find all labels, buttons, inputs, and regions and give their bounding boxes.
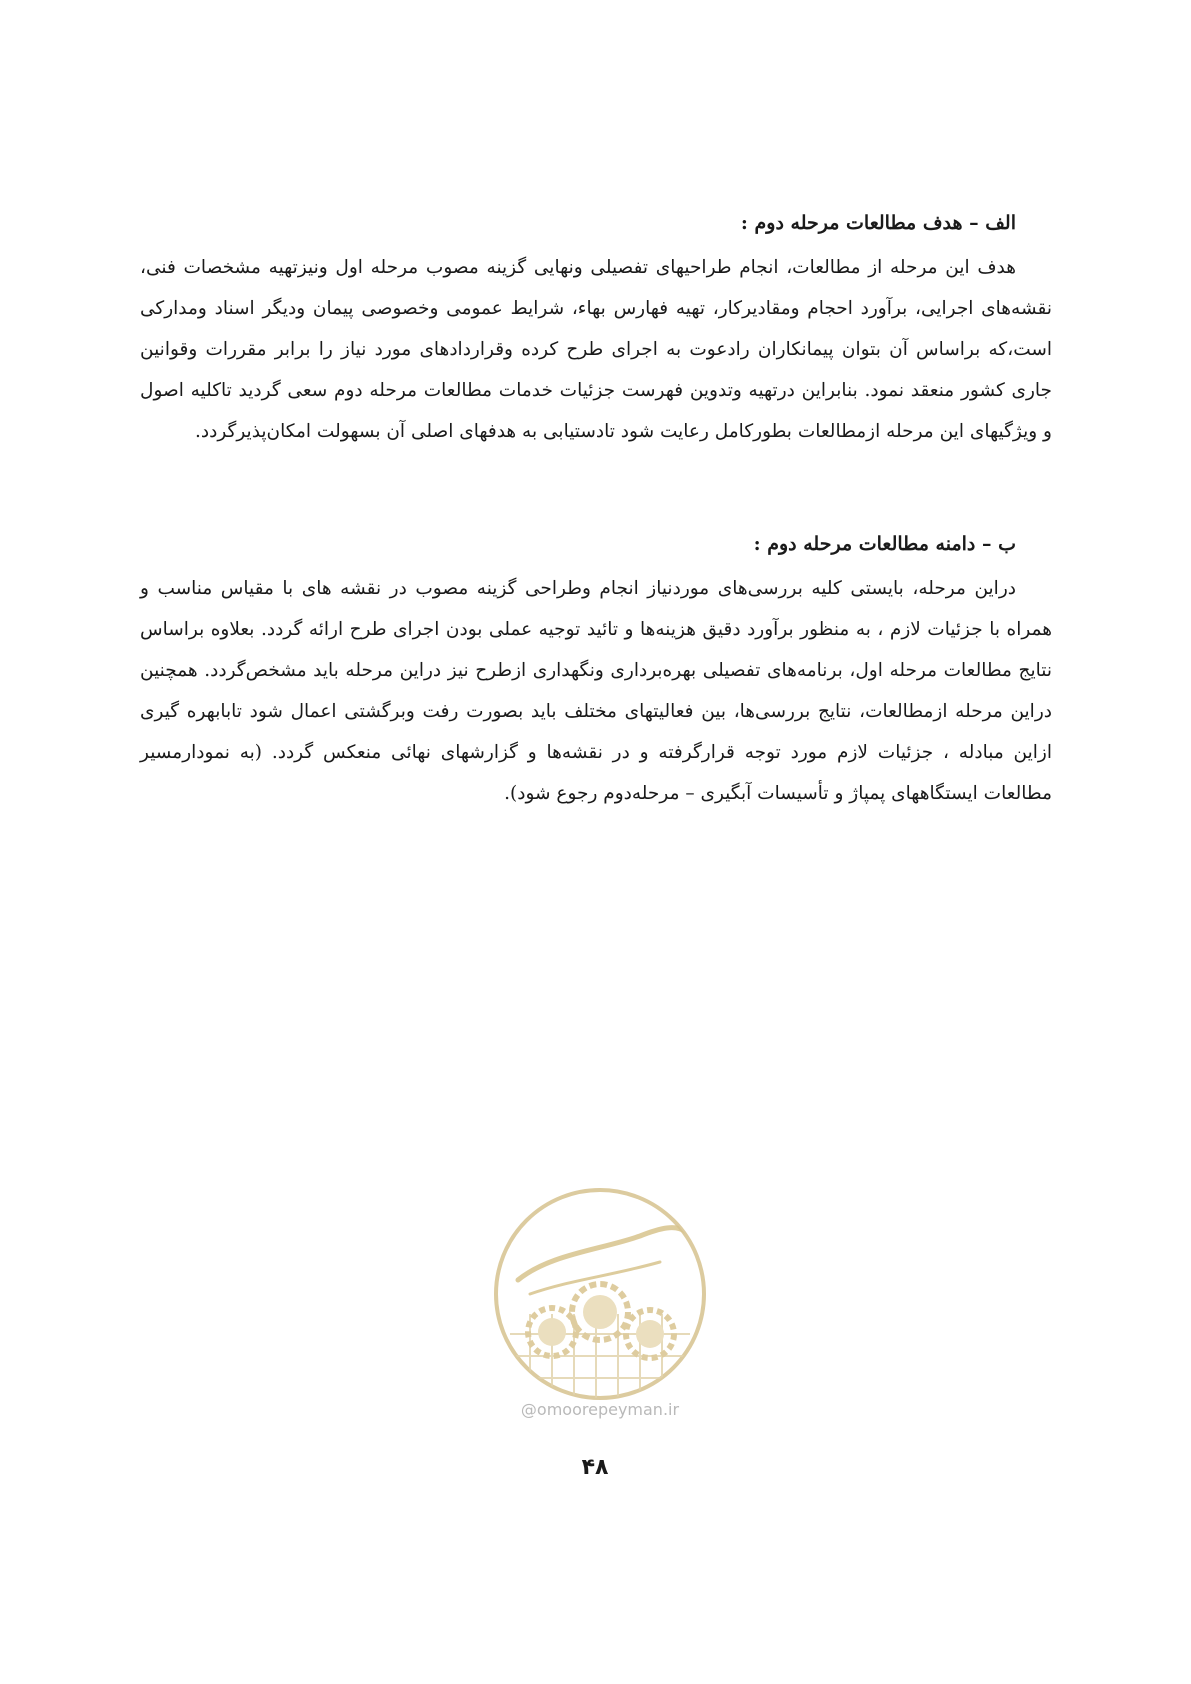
section-heading-goal: الف – هدف مطالعات مرحله دوم : [740,212,1016,234]
section-goal [140,205,1052,452]
section-paragraph-goal: هدف این مرحله از مطالعات، انجام طراحیهای تفصیلی ونهایی گزینه مصوب مرحله اول ونیزتهیه مشخصات فنی، نقشه‌های اجرایی، برآورد احجام ومقادیرکار، تهیه فهارس بهاء، شرایط عمومی وخصوصی پیمان ودیگر اسناد ومدارکی است،که براساس آن بتوان پیمانکاران رادعوت به اجرای طرح کرده وقراردادهای مورد نیاز را برابر مقررات وقوانین جاری کشور منعقد نمود. بنابراین درتهیه وتدوین فهرست جزئیات خدمات مطالعات مرحله دوم سعی گردید تاکلیه اصول و ویژگیهای این مرحله ازمطالعات بطورکامل رعایت شود تادستیابی به هدفهای اصلی آن بسهولت امکان‌پذیرگردد. [140,257,1052,442]
page-number: ۴۸ [581,1455,609,1480]
document-content [140,205,1052,814]
watermark-logo-icon [490,1184,710,1404]
section-paragraph-scope: دراین مرحله، بایستی کلیه بررسی‌های موردنیاز انجام وطراحی گزینه مصوب در نقشه های با مقیاس مناسب و همراه با جزئیات لازم ، به منظور برآورد دقیق هزینه‌ها و تائید توجیه عملی بودن اجرای طرح ارائه گردد. بعلاوه براساس نتایج مطالعات مرحله اول، برنامه‌های تفصیلی بهره‌برداری ونگهداری ازطرح نیز دراین مرحله باید مشخص‌گردد. همچنین دراین مرحله ازمطالعات، نتایج بررسی‌ها، بین فعالیتهای مختلف باید بصورت رفت وبرگشتی اعمال شود تابابهره گیری ازاین مبادله ، جزئیات لازم مورد توجه قرارگرفته و در نقشه‌ها و گزارشهای نهائی منعکس گردد. (به نمودارمسیر مطالعات ایستگاههای پمپاژ و تأسیسات آبگیری – مرحله‌دوم رجوع شود). [140,578,1052,804]
section-heading-scope: ب – دامنه مطالعات مرحله دوم : [753,533,1016,555]
section-scope [140,526,1052,814]
watermark-caption: @omoorepeyman.ir [520,1400,680,1419]
watermark-seal [490,1184,710,1404]
